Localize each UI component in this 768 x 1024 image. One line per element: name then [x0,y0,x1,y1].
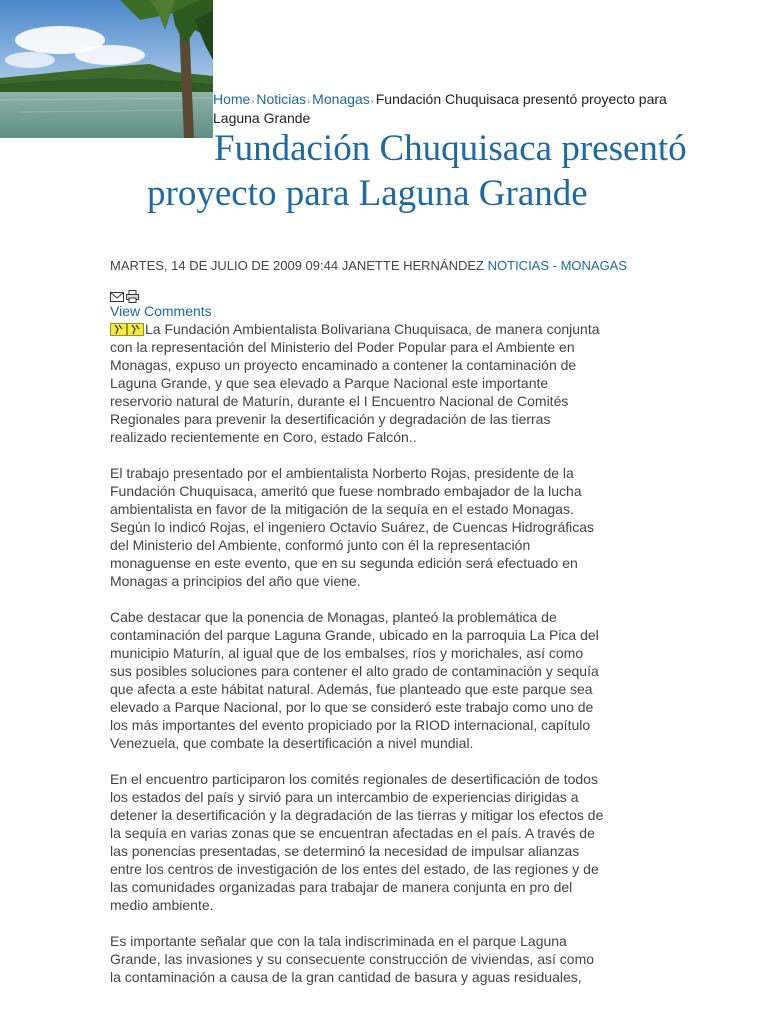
breadcrumb-noticias-link[interactable]: Noticias [256,91,307,107]
article-body [110,320,660,1004]
email-icon[interactable] [110,290,124,304]
category-link[interactable]: NOTICIAS - MONAGAS [487,258,628,273]
article-date-author: MARTES, 14 DE JULIO DE 2009 09:44 JANETTE HERNÁNDEZ [110,258,484,273]
bookmark-badge-icon[interactable] [127,323,144,336]
article-title-heading [147,126,707,216]
article-paragraph [110,320,660,446]
article-paragraph: El trabajo presentado por el ambientalista Norberto Rojas, presidente de la Fundación Chuquisaca, ameritó que fuese nombrado embajador de la lucha ambientalista en favor de la mitigación de la sequía en el estado Monagas. Según lo indicó Rojas, el ingeniero Octavio Suárez, de Cuencas Hidrográficas del Ministerio del Ambiente, conformó junto con él la representación monaguense en este evento, que en su segunda edición será efectuado en Monagas a principios del año que viene. [110,465,595,589]
breadcrumb-separator: › [307,96,311,106]
breadcrumb-monagas-link[interactable]: Monagas [312,91,370,107]
article-tools [110,290,139,304]
breadcrumb-separator: › [251,96,255,106]
bookmark-badges [110,323,144,336]
breadcrumb-home-link[interactable]: Home [213,91,251,107]
paragraph-text: La Fundación Ambientalista Bolivariana Chuquisaca, de manera conjunta con la representación del Ministerio del Poder Popular para el Ambiente en Monagas, expuso un proyecto encaminado a contener la contaminación de Laguna Grande, y que sea elevado a Parque Nacional este importante reservorio natural de Maturín, durante el I Encuentro Nacional de Comités Regionales para prevenir la desertificación y degradación de las tierras realizado recientemente en Coro, estado Falcón.. [110,321,600,445]
breadcrumb-separator: › [370,96,374,106]
article-title: Fundación Chuquisaca presentó proyecto para Laguna Grande [147,128,687,214]
breadcrumb [213,91,683,127]
lagoon-photo [0,0,213,138]
print-icon[interactable] [126,290,139,304]
article-paragraph: En el encuentro participaron los comités regionales de desertificación de todos los estados del país y sirvió para un intercambio de experiencias dirigidas a detener la desertificación y la degradación de las tierras y mitigar los efectos de la sequía en varias zonas que se encuentran afectadas en el país. A través de las ponencias presentadas, se determinó la necesidad de impulsar alianzas entre los centros de investigación de los entes del estado, de las regiones y de las comunidades organizadas para trabajar de manera conjunta en pro del medio ambiente. [110,771,604,913]
bookmark-badge-icon[interactable] [110,323,127,336]
breadcrumb-current: Fundación Chuquisaca presentó proyecto para Laguna Grande [213,91,667,126]
article-paragraph: Es importante señalar que con la tala indiscriminada en el parque Laguna Grande, las invasiones y su consecuente construcción de viviendas, así como la contaminación a causa de la gran cantidad de basura y aguas residuales, [110,933,595,985]
article-meta [110,258,630,274]
view-comments-link[interactable]: View Comments [110,303,212,319]
article-paragraph: Cabe destacar que la ponencia de Monagas, planteó la problemática de contaminación del parque Laguna Grande, ubicado en la parroquia La Pica del municipio Maturín, al igual que de los embalses, ríos y morichales, así como sus posibles soluciones para contener el alto grado de contaminación y sequía que afecta a este hábitat natural. Además, fue planteado que este parque sea elevado a Parque Nacional, por lo que se consideró este trabajo como uno de los más importantes del evento propiciado por la RIOD internacional, capítulo Venezuela, que combate la desertificación a nivel mundial. [110,609,599,751]
